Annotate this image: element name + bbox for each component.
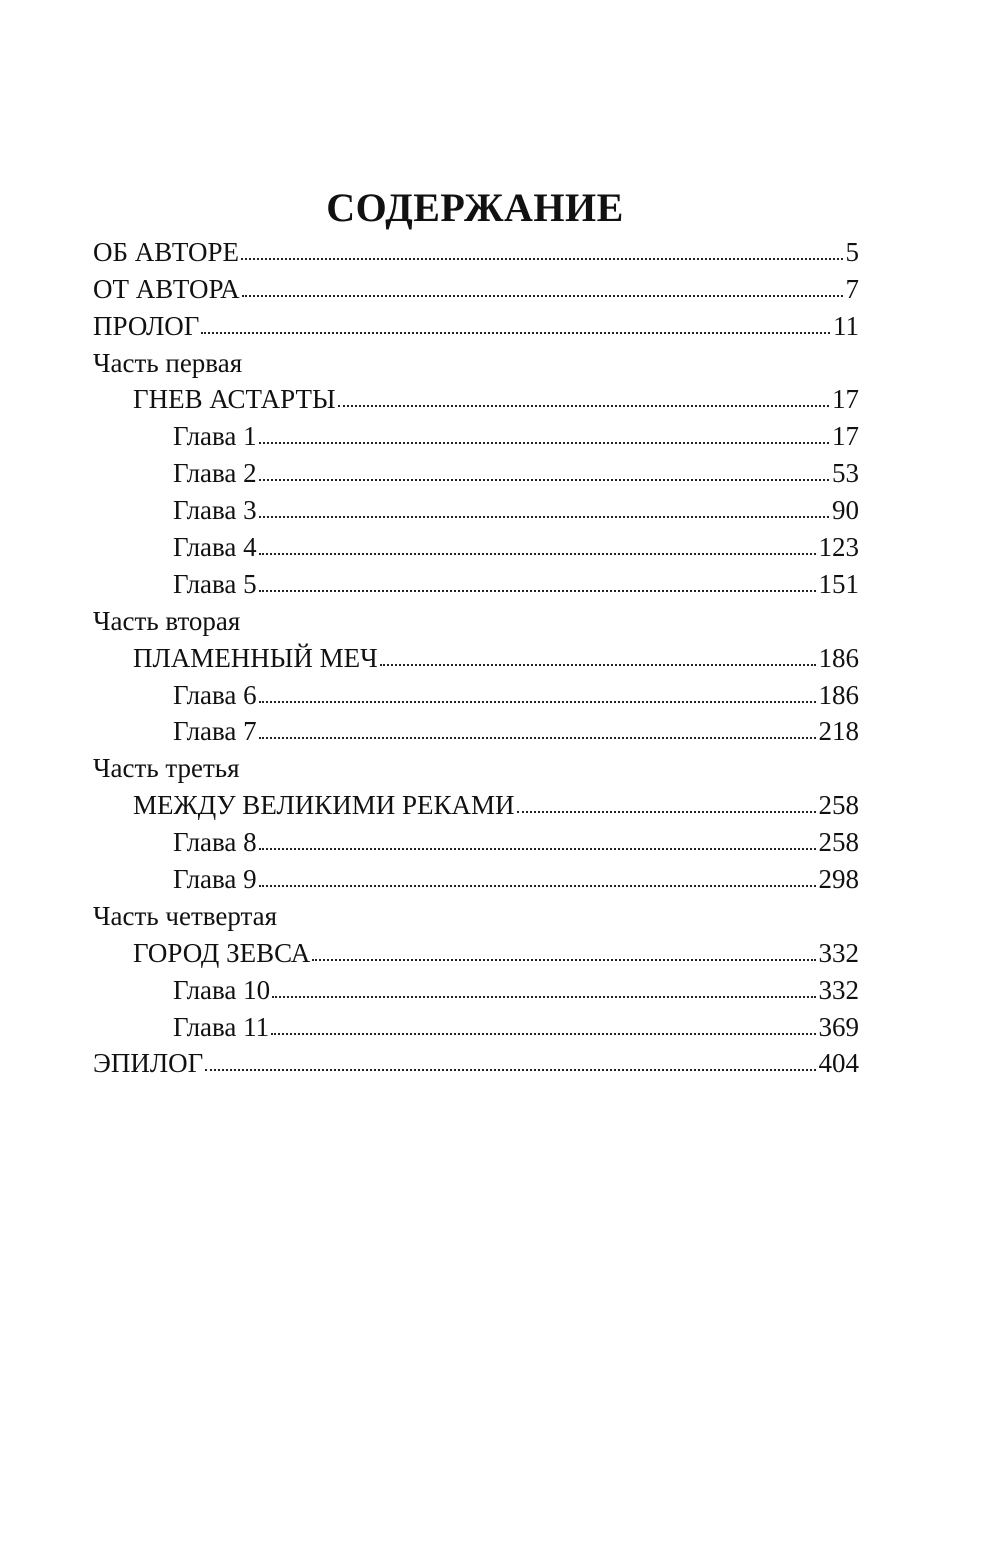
toc-entry [93,821,859,858]
toc-entry-label: ГНЕВ АСТАРТЫ [133,384,336,415]
toc-entry [93,969,859,1006]
dot-leader [272,996,815,998]
toc-entry [93,711,859,748]
toc-page-number: 7 [845,273,859,304]
toc-page-number: 11 [833,310,859,341]
toc-part-heading [93,895,859,932]
dot-leader [338,405,829,407]
toc-entry-label: Глава 7 [173,716,257,747]
toc-entry [93,268,859,305]
toc-entry [93,489,859,526]
toc-entry-label: Глава 5 [173,568,257,599]
toc-entry-label: Часть третья [93,753,240,784]
toc-entry [93,1006,859,1043]
dot-leader [312,959,815,961]
dot-leader [259,479,829,481]
toc-page-number: 151 [818,568,859,599]
toc-entry [93,563,859,600]
toc-page-number: 17 [832,384,859,415]
toc-entry-label: Глава 4 [173,532,257,563]
dot-leader [259,848,816,850]
toc-entry [93,526,859,563]
toc-entry-label: Часть четвертая [93,900,277,931]
toc-entry-label: Глава 2 [173,458,257,489]
dot-leader [517,811,816,813]
dot-leader [259,885,816,887]
toc-entry-label: Глава 10 [173,974,271,1005]
dot-leader [259,442,829,444]
toc-entry [93,858,859,895]
toc-page-number: 90 [832,495,859,526]
dot-leader [271,1033,815,1035]
dot-leader [201,332,830,334]
toc-page-number: 258 [818,790,859,821]
toc-entry-label: ОТ АВТОРА [93,273,240,304]
dot-leader [242,295,843,297]
toc-entry-label: Часть первая [93,347,243,378]
toc-entry [93,1043,859,1080]
toc-page-number: 332 [818,974,859,1005]
toc-entry-label: Глава 9 [173,864,257,895]
toc-entry-label: ПЛАМЕННЫЙ МЕЧ [133,642,378,673]
toc-entry [93,674,859,711]
toc-entry-label: Глава 3 [173,495,257,526]
toc-entry-label: Глава 8 [173,827,257,858]
toc-part-heading [93,342,859,379]
toc-page-number: 123 [818,532,859,563]
toc-entry [93,305,859,342]
dot-leader [259,590,816,592]
dot-leader [259,516,829,518]
toc-page-number: 332 [818,937,859,968]
toc-entry-label: ГОРОД ЗЕВСА [133,937,311,968]
toc-page-number: 186 [818,679,859,710]
toc-part-heading [93,747,859,784]
toc-entry [93,415,859,452]
toc-page-number: 53 [832,458,859,489]
toc-entry-label: Глава 1 [173,421,257,452]
toc-page-number: 17 [832,421,859,452]
dot-leader [259,737,816,739]
toc-entry-label: Часть вторая [93,605,241,636]
toc-page-number: 369 [818,1011,859,1042]
toc-page-number: 186 [818,642,859,673]
toc-page-number: 5 [845,236,859,267]
toc-entry-label: ПРОЛОГ [93,310,200,341]
dot-leader [259,553,816,555]
table-of-contents [93,231,859,1079]
toc-entry-label: МЕЖДУ ВЕЛИКИМИ РЕКАМИ [133,790,515,821]
toc-entry-label: Глава 11 [173,1011,270,1042]
toc-page-number: 298 [818,864,859,895]
toc-entry [93,452,859,489]
toc-part-heading [93,600,859,637]
dot-leader [241,258,842,260]
toc-entry [93,932,859,969]
toc-page-number: 218 [818,716,859,747]
toc-entry [93,231,859,268]
page-title: СОДЕРЖАНИЕ [326,185,624,230]
toc-entry-label: ОБ АВТОРЕ [93,236,240,267]
dot-leader [259,701,816,703]
dot-leader [205,1069,815,1071]
dot-leader [380,664,816,666]
toc-entry [93,379,859,416]
toc-entry [93,637,859,674]
toc-entry-label: ЭПИЛОГ [93,1048,204,1079]
toc-entry-label: Глава 6 [173,679,257,710]
toc-page-number: 404 [818,1048,859,1079]
toc-page-number: 258 [818,827,859,858]
toc-entry [93,784,859,821]
